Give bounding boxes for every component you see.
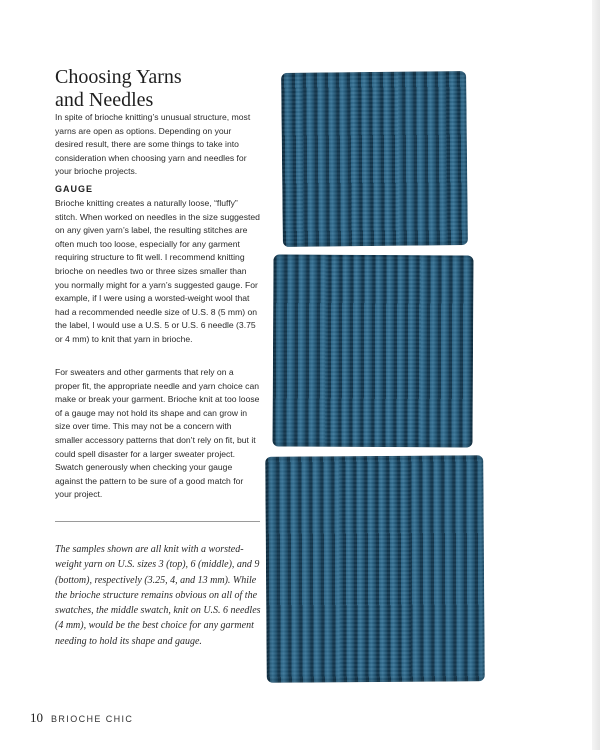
running-head: BRIOCHE CHIC (51, 714, 134, 724)
gauge-heading: GAUGE (55, 184, 94, 194)
title-line-1: Choosing Yarns (55, 66, 182, 88)
title-line-2: and Needles (55, 89, 154, 111)
page-number: 10 (30, 710, 43, 725)
photo-caption: The samples shown are all knit with a worsted-weight yarn on U.S. sizes 3 (top), 6 (middle), and 9 (bottom), respectively (3.25, 4, and 13 mm). While the brioche structure remains obvious on all of the swatches, the middle swatch, knit on U.S. 6 needles (4 mm), would be the best choice for any garment needing to hold its shape and gauge. (55, 544, 261, 647)
page-footer (30, 710, 133, 726)
caption-divider (55, 521, 260, 522)
swatch-photo-middle (272, 254, 473, 447)
gauge-paragraph-2: For sweaters and other garments that rely on a proper fit, the appropriate needle and yarn choice can make or break your garment. Brioche knit at too loose of a gauge may not hold its shape and can grow in size over time. This may not be a concern with smaller accessory patterns that don’t rely on fit, but it could spell disaster for a larger sweater project. Swatch generously when checking your gauge against the pattern to be sure of a good match for your project. (55, 367, 260, 500)
swatch-photo-bottom (265, 455, 485, 683)
page-edge (592, 0, 600, 750)
swatch-photo-top (281, 71, 468, 247)
page-title (55, 66, 285, 112)
intro-paragraph: In spite of brioche knitting’s unusual structure, most yarns are open as options. Depending on your desired result, there are some things to take into consideration when choosing yarn and needles for your brioche projects. (55, 112, 251, 177)
gauge-paragraph-1: Brioche knitting creates a naturally loose, “fluffy” stitch. When worked on needles in the size suggested on any given yarn’s label, the resulting stitches are often much too loose, especially for any garment requiring structure to fit well. I recommend knitting brioche on needles two or three sizes smaller than you normally might for a yarn’s suggested gauge. For example, if I were using a worsted-weight wool that had a recommended needle size of U.S. 8 (5 mm) on the label, I would use a U.S. 5 or U.S. 6 needle (3.75 or 4 mm) to knit that yarn in brioche. (55, 198, 260, 344)
